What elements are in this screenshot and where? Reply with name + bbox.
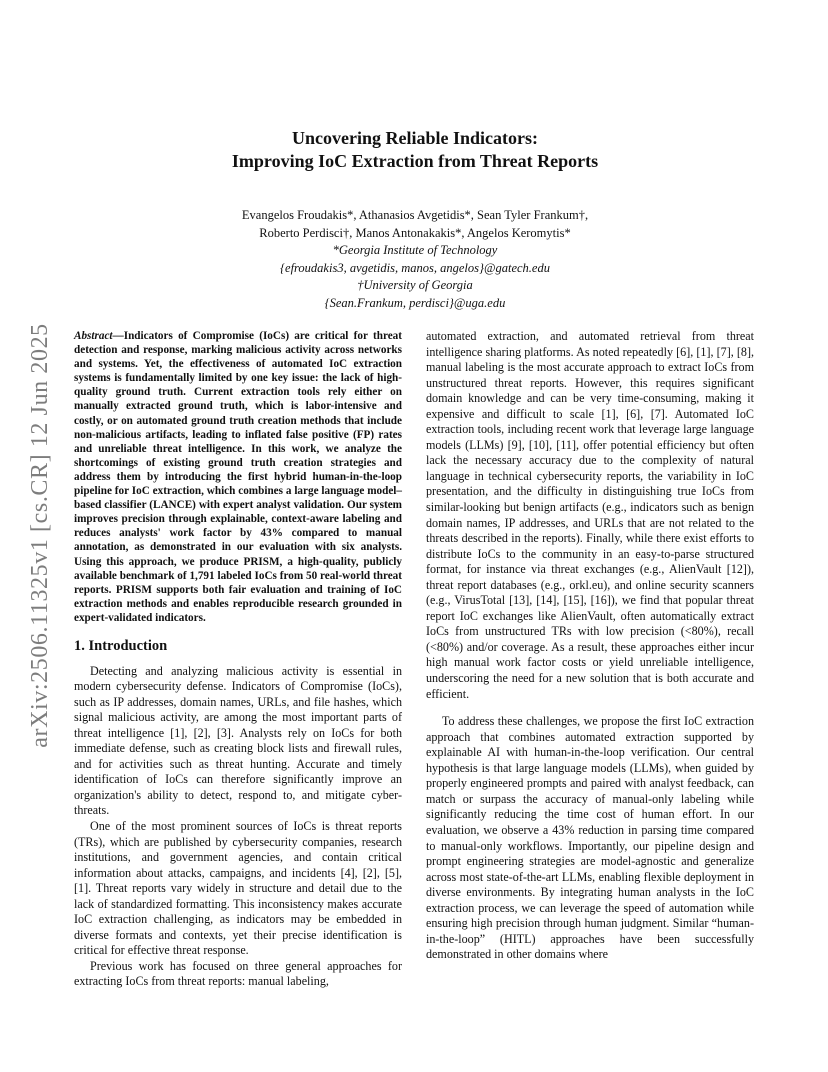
arxiv-sidebar <box>20 300 60 770</box>
affiliation-uga: †University of Georgia <box>357 278 473 292</box>
abstract <box>74 329 402 625</box>
intro-paragraph: One of the most prominent sources of IoCs is threat reports (TRs), which are published by cybersecurity companies, research institutions, and government agencies, and contain critical information about attacks, campaigns, and incidents [4], [2], [5], [1]. Threat reports vary widely in structure and detail due to the lack of standardized formatting. This inconsistency makes accurate IoC extraction challenging, as indicators may be embedded in diverse formats and contexts, yet their precise identification is critical for effective threat response. <box>74 818 402 958</box>
email-uga: {Sean.Frankum, perdisci}@uga.edu <box>324 295 506 310</box>
abstract-text: —Indicators of Compromise (IoCs) are critical for threat detection and response, marking malicious activity across networks and systems. Yet, the effectiveness of automated IoC extraction systems is fundamentally limited by one key issue: the lack of high-quality ground truth. Current extraction tools rely either on manually extracted ground truth, which is labor-intensive and costly, or on automated ground truth creation methods that include non-malicious artifacts, leading to inflated false positive (FP) rates and unreliable threat intelligence. In this work, we analyze the shortcomings of existing ground truth creation strategies and address them by introducing the first hybrid human-in-the-loop pipeline for IoC extraction, which combines a large language model–based classifier (LANCE) with expert analyst validation. Our system improves precision through explainable, context-aware labeling and reduces analysts' work factor by 43% compared to manual annotation, as demonstrated in our evaluation with six analysts. Using this approach, we produce PRISM, a high-quality, publicly available benchmark of 1,791 labeled IoCs from 50 real-world threat reports. PRISM supports both fair evaluation and training of IoC extraction methods and enables reproducible research grounded in expert-validated indicators. <box>74 330 402 624</box>
left-column <box>74 329 402 990</box>
email-gatech: {efroudakis3, avgetidis, manos, angelos}@gatech.edu <box>280 260 550 275</box>
right-column <box>426 329 754 963</box>
arxiv-identifier: arXiv:2506.11325v1 [cs.CR] 12 Jun 2025 <box>26 322 53 748</box>
title-line-2: Improving IoC Extraction from Threat Reports <box>231 151 599 171</box>
author-block <box>150 207 680 312</box>
paper-title <box>150 127 680 173</box>
affiliation-georgia-tech: *Georgia Institute of Technology <box>332 243 498 257</box>
intro-paragraph-continued: automated extraction, and automated retrieval from threat intelligence sharing platforms. As noted repeatedly [6], [1], [7], [8], manual labeling is the most accurate approach to extract IoCs from unstructured threat reports. However, this requires significant domain knowledge and can be very time-consuming, making it expensive and difficult to scale [1], [6], [7]. Automated IoC extraction tools, including recent work that leverage large language models (LLMs) [9], [10], [11], offer potential efficiency but often lack the necessary accuracy due to the complexity of natural language in technical cybersecurity reports, the variability in IoC presentation, and the difficulty in distinguishing true IoCs from similar-looking but benign artifacts (e.g., indicators such as benign domain names, IP addresses, and URLs that are not related to the threats described in the reports). Finally, while there exist efforts to distribute IoCs to the community in an easy-to-parse structured format, for instance via threat exchanges (e.g., AlienVault [12]), threat report databases (e.g., orkl.eu), and online security scanners (e.g., VirusTotal [13], [14], [15], [16]), we find that popular threat report IoC exchanges like AlienVault, often automatically extract IoCs from unstructured TRs with low precision (<80%), recall (<80%) and/or coverage. As a result, these approaches either incur high manual work factor costs or yield unreliable intelligence, underscoring the need for a new solution that is both accurate and efficient. <box>426 329 754 701</box>
intro-paragraph: To address these challenges, we propose the first IoC extraction approach that combines automated extraction supported by explainable AI with human-in-the-loop verification. Our central hypothesis is that large language models (LLMs), when guided by properly engineered prompts and paired with analyst feedback, can match or surpass the accuracy of manual-only labeling while significantly reducing the time cost of human effort. In our evaluation, we observe a 43% reduction in parsing time compared to manual-only workflows. Importantly, our pipeline design and prompt engineering strategies are model-agnostic and generalize across most state-of-the-art LLMs, enabling flexible deployment in diverse environments. By integrating human analysts in the IoC extraction process, we can leverage the speed of automation while ensuring high precision through human judgment. Similar “human-in-the-loop” (HITL) approaches have been successfully demonstrated in other domains where <box>426 714 754 962</box>
abstract-label: Abstract <box>74 330 113 342</box>
author-line-1: Evangelos Froudakis*, Athanasios Avgetidis*, Sean Tyler Frankum†, <box>241 208 589 222</box>
intro-paragraph: Previous work has focused on three general approaches for extracting IoCs from threat reports: manual labeling, <box>74 958 402 989</box>
section-heading-introduction: 1. Introduction <box>74 637 168 654</box>
author-line-2: Roberto Perdisci†, Manos Antonakakis*, Angelos Keromytis* <box>259 225 571 240</box>
title-line-1: Uncovering Reliable Indicators: <box>292 128 538 148</box>
intro-paragraph: Detecting and analyzing malicious activity is essential in modern cybersecurity defense. Indicators of Compromise (IoCs), such as IP addresses, domain names, URLs, and file hashes, which signal malicious activity, are among the most important parts of threat intelligence [1], [2], [3]. Analysts rely on IoCs for both immediate defense, such as creating block lists and firewall rules, and for activities such as threat hunting. Accurate and timely identification of IoCs can therefore significantly improve an organization's ability to detect, respond to, and mitigate cyber-threats. <box>74 663 402 818</box>
